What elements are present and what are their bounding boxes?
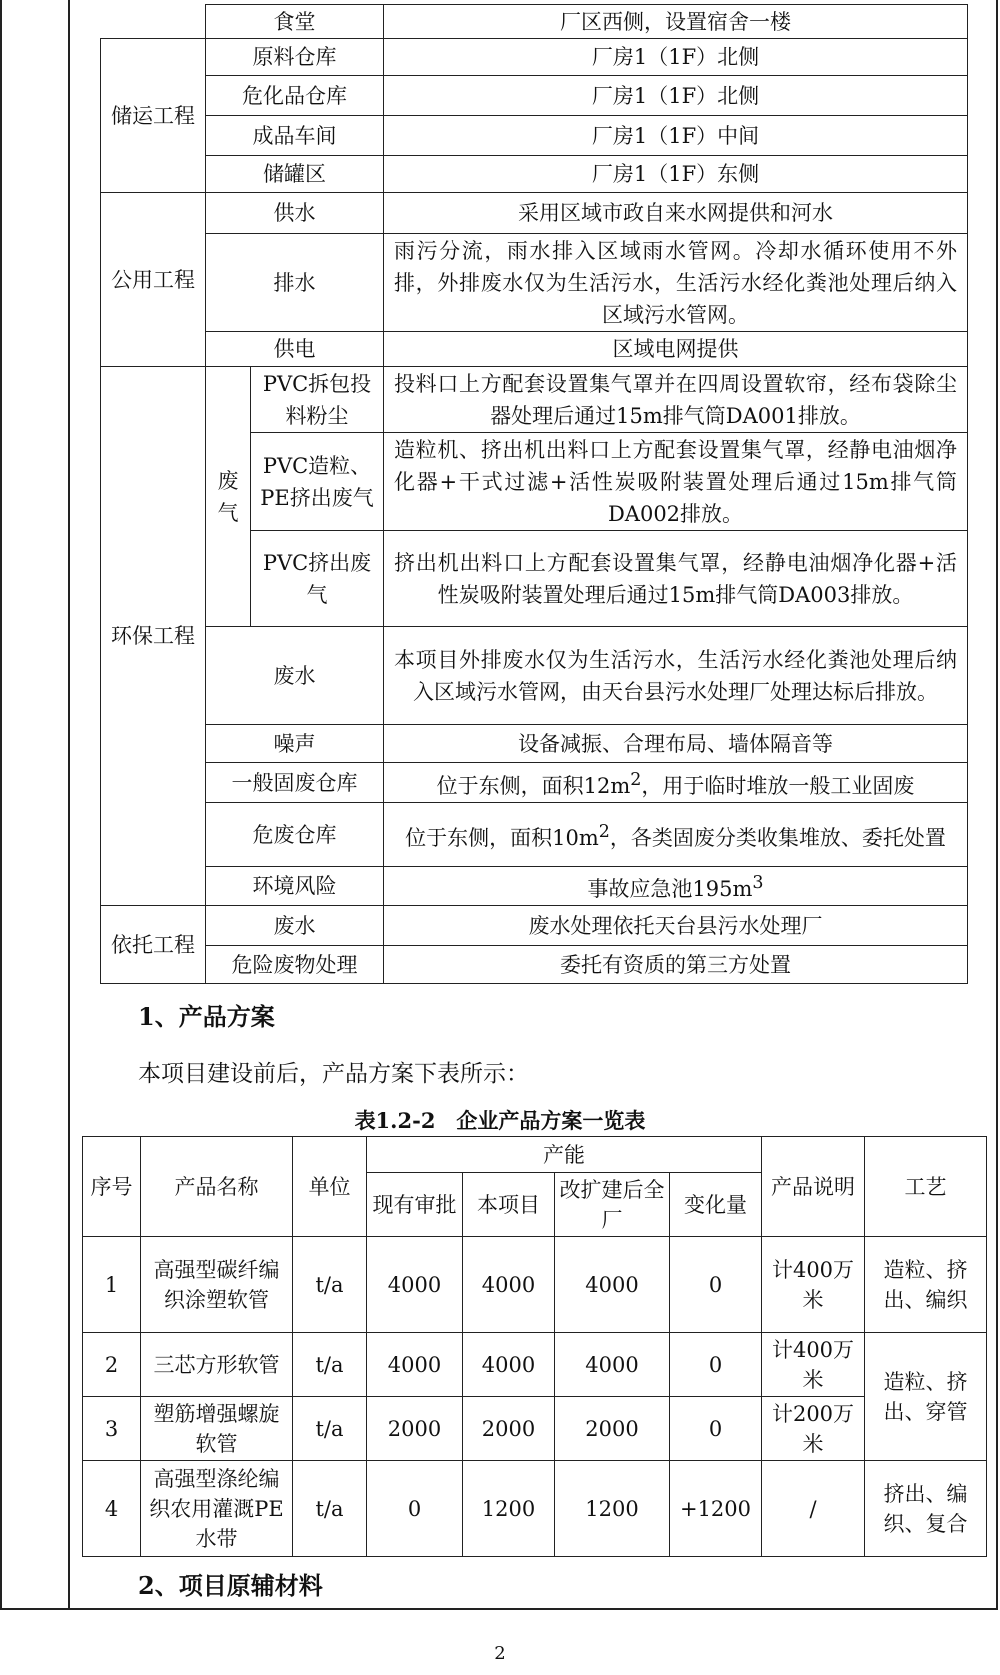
superscript: 2: [630, 769, 642, 790]
cell-existing: 4000: [367, 1237, 463, 1333]
cell-no: 3: [83, 1397, 141, 1461]
table-row: [101, 867, 968, 906]
cell-process: 造粒、挤出、穿管: [865, 1333, 987, 1461]
cell-change: 0: [670, 1237, 762, 1333]
group-cell: 环保工程: [101, 367, 206, 906]
cell-name: 高强型涤纶编织农用灌溉PE水带: [141, 1461, 293, 1557]
table-row: [101, 906, 968, 946]
desc-text: ，各类固废分类收集堆放、委托处置: [609, 825, 946, 850]
cell-desc: 计400万米: [762, 1237, 865, 1333]
header-cell: 工艺: [865, 1137, 987, 1237]
table-row: [101, 332, 968, 367]
item-cell: 危废仓库: [206, 803, 384, 867]
cell-name: 塑筋增强螺旋软管: [141, 1397, 293, 1461]
cell-change: 0: [670, 1397, 762, 1461]
table-row: [83, 1461, 987, 1557]
table-row: [101, 39, 968, 76]
subgroup-cell: 废气: [206, 367, 251, 627]
header-cell: 产能: [367, 1137, 762, 1173]
header-cell: 现有审批: [367, 1173, 463, 1237]
header-cell: 改扩建后全厂: [555, 1173, 670, 1237]
cell-no: 2: [83, 1333, 141, 1397]
table-header-row: [83, 1137, 987, 1173]
table-row: [101, 627, 968, 725]
product-plan-table: [82, 1136, 987, 1557]
table-row: [101, 76, 968, 116]
item-cell: 储罐区: [206, 156, 384, 193]
section-heading-products: 1、产品方案: [138, 1002, 275, 1031]
superscript: 2: [598, 821, 610, 842]
desc-cell: 厂房1（1F）东侧: [384, 156, 968, 193]
desc-cell: [384, 763, 968, 803]
cell-name: 三芯方形软管: [141, 1333, 293, 1397]
item-cell: 危险废物处理: [206, 946, 384, 984]
item-cell: 废水: [206, 627, 384, 725]
group-cell: 公用工程: [101, 193, 206, 367]
desc-cell: 厂房1（1F）北侧: [384, 39, 968, 76]
section-paragraph: 本项目建设前后，产品方案下表所示：: [138, 1061, 529, 1087]
cell-process: 挤出、编织、复合: [865, 1461, 987, 1557]
table-row: [101, 763, 968, 803]
cell-name: 高强型碳纤编织涂塑软管: [141, 1237, 293, 1333]
table-row: [101, 193, 968, 234]
header-cell: 本项目: [463, 1173, 555, 1237]
header-cell: 产品说明: [762, 1137, 865, 1237]
cell-project: 2000: [463, 1397, 555, 1461]
header-cell: 产品名称: [141, 1137, 293, 1237]
cell-desc: 计400万米: [762, 1333, 865, 1397]
cell-project: 4000: [463, 1237, 555, 1333]
table-row: [101, 725, 968, 763]
table-row: [101, 116, 968, 156]
cell-after: 4000: [555, 1333, 670, 1397]
cell-existing: 0: [367, 1461, 463, 1557]
desc-cell: 区域电网提供: [384, 332, 968, 367]
superscript: 3: [752, 873, 764, 893]
table-row: [101, 946, 968, 984]
cell-unit: t/a: [293, 1461, 367, 1557]
cell-process: 造粒、挤出、编织: [865, 1237, 987, 1333]
item-cell: 危化品仓库: [206, 76, 384, 116]
project-composition-table: [100, 4, 968, 984]
cell-after: 1200: [555, 1461, 670, 1557]
desc-cell: [384, 803, 968, 867]
desc-cell: 雨污分流，雨水排入区域雨水管网。冷却水循环使用不外排，外排废水仅为生活污水，生活污水经化粪池处理后纳入区域污水管网。: [384, 234, 968, 332]
item-cell: 供电: [206, 332, 384, 367]
desc-cell: 厂房1（1F）中间: [384, 116, 968, 156]
cell-desc: 计200万米: [762, 1397, 865, 1461]
cell-no: 1: [83, 1237, 141, 1333]
table-row: [101, 156, 968, 193]
group-cell: 储运工程: [101, 39, 206, 193]
desc-cell: 设备减振、合理布局、墙体隔音等: [384, 725, 968, 763]
cell-existing: 4000: [367, 1333, 463, 1397]
desc-text: 事故应急池195m: [587, 877, 753, 901]
group-cell: 依托工程: [101, 906, 206, 984]
table-row: [83, 1237, 987, 1333]
cell-after: 2000: [555, 1397, 670, 1461]
cell-project: 4000: [463, 1333, 555, 1397]
table-row: [83, 1397, 987, 1461]
left-border-inner: [68, 0, 70, 1610]
table-row: [101, 5, 968, 39]
item-cell: 排水: [206, 234, 384, 332]
header-cell: 单位: [293, 1137, 367, 1237]
item-cell: 成品车间: [206, 116, 384, 156]
item-cell: PVC造粒、PE挤出废气: [251, 433, 384, 531]
item-cell: 食堂: [206, 5, 384, 39]
section-heading-materials: 2、项目原辅材料: [138, 1571, 323, 1600]
right-border: [996, 0, 998, 1610]
desc-text: 位于东侧，面积12m: [436, 773, 631, 798]
desc-cell: 挤出机出料口上方配套设置集气罩，经静电油烟净化器+活性炭吸附装置处理后通过15m排气筒DA003排放。: [384, 531, 968, 627]
item-cell: PVC拆包投料粉尘: [251, 367, 384, 433]
group-cell: [101, 5, 206, 39]
desc-cell: 厂区西侧，设置宿舍一楼: [384, 5, 968, 39]
cell-unit: t/a: [293, 1397, 367, 1461]
item-cell: 废水: [206, 906, 384, 946]
cell-existing: 2000: [367, 1397, 463, 1461]
cell-after: 4000: [555, 1237, 670, 1333]
item-cell: 一般固废仓库: [206, 763, 384, 803]
bottom-border: [0, 1608, 998, 1610]
header-cell: 序号: [83, 1137, 141, 1237]
table-row: [83, 1333, 987, 1397]
desc-cell: 委托有资质的第三方处置: [384, 946, 968, 984]
item-cell: 供水: [206, 193, 384, 234]
page-number: 2: [494, 1643, 506, 1664]
cell-no: 4: [83, 1461, 141, 1557]
desc-cell: 废水处理依托天台县污水处理厂: [384, 906, 968, 946]
desc-cell: 厂房1（1F）北侧: [384, 76, 968, 116]
desc-cell: 采用区域市政自来水网提供和河水: [384, 193, 968, 234]
cell-change: 0: [670, 1333, 762, 1397]
desc-cell: 造粒机、挤出机出料口上方配套设置集气罩，经静电油烟净化器+干式过滤+活性炭吸附装置处理后通过15m排气筒DA002排放。: [384, 433, 968, 531]
cell-project: 1200: [463, 1461, 555, 1557]
item-cell: 环境风险: [206, 867, 384, 906]
left-border-outer: [0, 0, 2, 1610]
desc-text: 位于东侧，面积10m: [405, 825, 599, 850]
header-cell: 变化量: [670, 1173, 762, 1237]
cell-desc: /: [762, 1461, 865, 1557]
cell-unit: t/a: [293, 1237, 367, 1333]
table-row: [101, 234, 968, 332]
desc-cell: [384, 867, 968, 906]
table-caption: 表1.2-2 企业产品方案一览表: [354, 1108, 646, 1133]
table-row: [101, 803, 968, 867]
table-row: [101, 367, 968, 433]
item-cell: 原料仓库: [206, 39, 384, 76]
desc-cell: 投料口上方配套设置集气罩并在四周设置软帘，经布袋除尘器处理后通过15m排气筒DA001排放。: [384, 367, 968, 433]
cell-unit: t/a: [293, 1333, 367, 1397]
item-cell: PVC挤出废气: [251, 531, 384, 627]
desc-text: ，用于临时堆放一般工业固废: [641, 773, 915, 798]
desc-cell: 本项目外排废水仅为生活污水，生活污水经化粪池处理后纳入区域污水管网，由天台县污水处理厂处理达标后排放。: [384, 627, 968, 725]
cell-change: +1200: [670, 1461, 762, 1557]
item-cell: 噪声: [206, 725, 384, 763]
